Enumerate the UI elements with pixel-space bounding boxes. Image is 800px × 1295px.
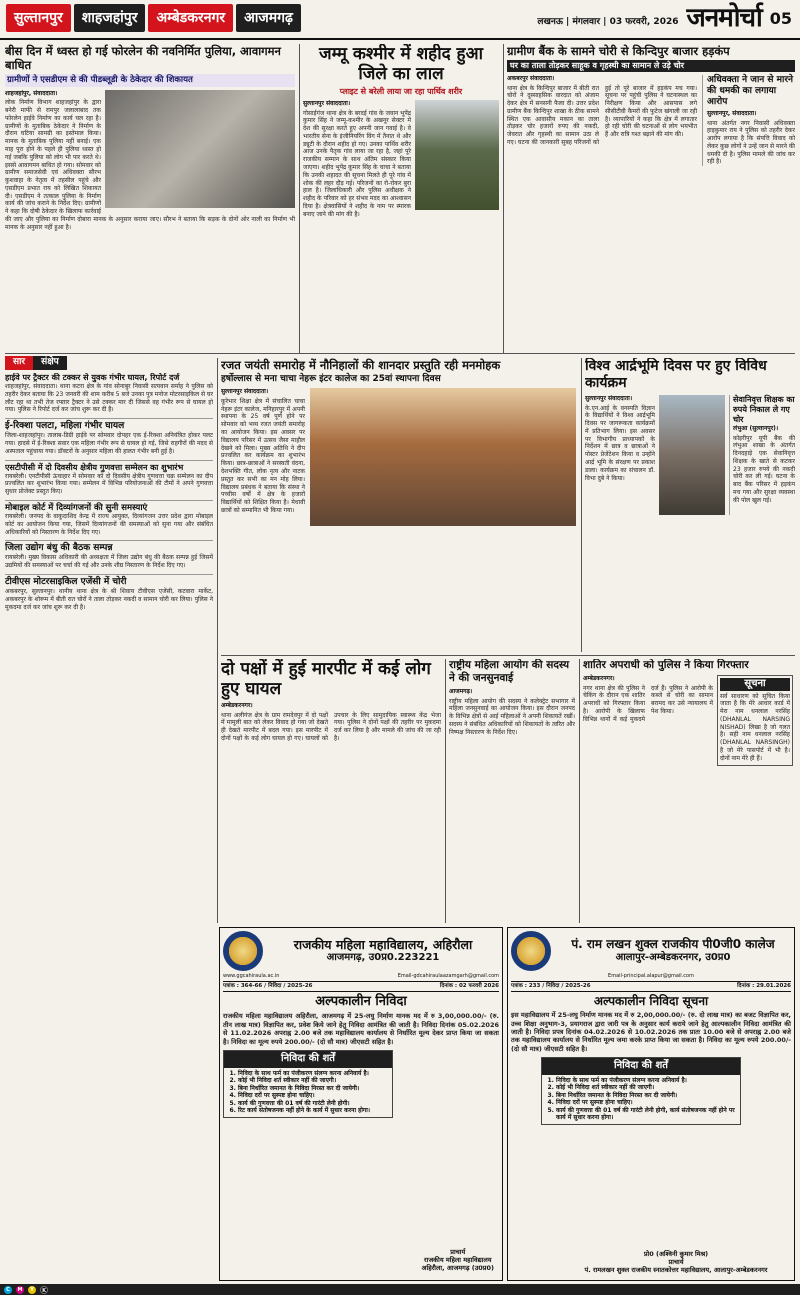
story-rajat-jayanti-photo	[310, 388, 576, 526]
story-shatir-apradhi-headline: शातिर अपराधी को पुलिस ने किया गिरफ्तार	[583, 659, 749, 671]
notice-ggc-ahiraula	[219, 927, 503, 1281]
sar-item	[5, 460, 213, 496]
city-tabs	[6, 4, 301, 32]
notice2-email[interactable]: Email-principal.alapur@gmail.com	[608, 973, 694, 979]
notice2-body: इस महाविद्यालय में 25-लघु निर्माण मानक मद में रु 2,00,000.00/- (रु. दो लाख मात्र) का बजट विज्ञापित कर, उच्च शिक्षा अनुभाग-3, प्रयागराज द्वारा जारी पत्र के अनुसार कार्य कराये जाने हेतु आल्पकालीन निविदा आमंत्रित की जाती है। निविदा प्रपत्र दिनांक 04.02.2026 से 10.02.2026 तक प्रातः 10.00 बजे से अपराह्न 2.00 बजे तक महाविद्यालय कार्यालय से निर्धारित मूल्य जमा करके प्राप्त किया जा सकता है। निविदा का मूल्य रुपये 200.00/- (दो सौ मात्र) जीएसटी सहित है।	[511, 1011, 791, 1053]
story-rajat-jayanti-dateline: सुल्तानपुर संवाददाता।	[221, 388, 269, 396]
sar-item	[5, 418, 213, 455]
notice2-sign-name: प्रो0 (अश्विनी कुमार मिश्र)	[643, 1249, 709, 1258]
sar-item	[5, 540, 213, 570]
sar-label: सार	[5, 356, 33, 370]
notice1-condition: 1. निविदा के साथ फर्म का पंजीकरण संलग्न करना अनिवार्य है।	[238, 1070, 388, 1078]
story-shaheed-subhead: प्लाइट से बरेली लाया जा रहा पार्थिव शरीर	[339, 87, 463, 96]
sar-column	[5, 373, 213, 923]
notice1-condition: 2. कोई भी निविदा शर्त स्वीकार नहीं की जाएगी।	[238, 1077, 388, 1085]
cmyk-black-icon: K	[40, 1286, 48, 1294]
story-wetland-day-dateline: सुल्तानपुर संवाददाता।	[585, 395, 633, 402]
story-rajat-jayanti-subhead: हर्षोल्लास से मना चाचा नेहरू इंटर कालेज का 25वां स्थापना दिवस	[221, 374, 441, 384]
notice1-body: राजकीय महिला महाविद्यालय अहिरौला, आजमगढ़ में 25-लघु निर्माण मानक मद में रु 3,00,000.00/- (रु. तीन लाख मात्र) विज्ञापित कर, प्रवेश किये जाने हेतु निविदा आमंत्रित की जाती है। निविदा दिनांक 05.02.2026 से 11.02.2026 अपराह्न 2.00 बजे तक महाविद्यालय कार्यालय से निर्धारित मूल्य देकर प्राप्त किया जा सकता है। निविदा का मूल्य रुपये 200.00/- (दो सौ मात्र) जीएसटी सहित है।	[223, 1012, 499, 1046]
story-shaheed-body: गोसाईगंज थाना क्षेत्र के बरदई गांव के जवान भूपेंद्र कुमार सिंह ने जम्मू-कश्मीर के अखनूर सेक्टर में देश की सुरक्षा करते हुए अपनी जान गवाई है। वे भारतीय सेना के इंजीनियरिंग विंग में तैनात थे और ड्यूटी के दौरान शहीद हो गए। उनका पार्थिव शरीर आज उनके पैतृक गांव लाया जा रहा है, जहां पूरे राजकीय सम्मान के साथ अंतिम संस्कार किया जाएगा। शहीद भूपेंद्र कुमार सिंह के चाचा ने बताया कि उनकी शहादत की सूचना मिलते ही पूरे गांव में शोक की लहर दौड़ गई। परिजनों का रो-रोकर बुरा हाल है। जिलाधिकारी और पुलिस अधीक्षक ने शहीद के परिवार को हर संभव मदद का आश्वासन दिया है। क्षेत्रवासियों ने शहीद के नाम पर स्मारक बनाए जाने की मांग की है।	[303, 109, 411, 218]
notice1-web[interactable]: www.ggcahiraula.ac.in	[223, 973, 280, 979]
notice1-condition: 4. निविदा दरों पर सुस्पष्ट होना चाहिए।	[238, 1092, 388, 1100]
story-retired-teacher-body: कोइरीपुर यूपी बैंक की लंभुआ शाखा के अंतर्गत दिनदहाड़े एक सेवानिवृत्त शिक्षक के खाते से कटकर 23 हजार रुपये की नकदी चोरी कर ली गई। घटना के बाद बैंक परिसर में हड़कंप मच गया और सुरक्षा व्यवस्था की पोल खुल गई।	[733, 434, 795, 504]
story-shaheed-headline: जम्मू कश्मीर में शहीद हुआ जिले का लाल	[319, 44, 483, 84]
notice2-condition: 1. निविदा के साथ फर्म का पंजीकरण संलग्न करना अनिवार्य है।	[556, 1077, 736, 1085]
story-shaheed-dateline: सुल्तानपुर संवाददाता।	[303, 100, 351, 107]
story-rajat-jayanti-body: कूरेभार शिक्षा क्षेत्र में संचालित चाचा नेहरू इंटर कालेज, मनिहारपुर में अपनी स्थापना के 25 वर्ष पूर्ण होने पर सोमवार को भव्य रजत जयंती समारोह का आयोजन किया। इस अवसर पर विद्यालय परिसर में उत्सव जैसा माहौल देखने को मिला। मुख्य अतिथि ने दीप प्रज्वलित कर कार्यक्रम का शुभारंभ किया। छात्र-छात्राओं ने सरस्वती वंदना, देशभक्ति गीत, लोक नृत्य और नाटक प्रस्तुत कर सभी का मन मोह लिया। विद्यालय प्रबंधक ने बताया कि संस्था ने पच्चीस वर्षों में क्षेत्र के हजारों विद्यार्थियों को शिक्षित किया है। मेधावी छात्रों को सम्मानित भी किया गया।	[221, 397, 305, 514]
suchna-box	[717, 675, 793, 766]
story-maarpeet-headline: दो पक्षों में हुई मारपीट में कई लोग हुए घायल	[221, 659, 431, 699]
story-rajat-jayanti-headline: रजत जयंती समारोह में नौनिहालों की शानदार प्रस्तुति रही मनमोहक	[221, 358, 501, 372]
notice2-cond-title: निविदा की शर्तें	[542, 1058, 740, 1075]
story-shatir-apradhi	[583, 659, 795, 923]
story-mahila-aayog	[449, 659, 575, 923]
sar-item-body: रायबरेली। एनटीपीसी ऊंचाहार में सोमवार को दो दिवसीय क्षेत्रीय गुणवत्ता चक्र सम्मेलन का दीप प्रज्वलित कर शुभारंभ किया गया। सम्मेलन में विभिन्न परियोजनाओं की टीमों ने अपने गुणवत्ता सुधार प्रोजेक्ट प्रस्तुत किए।	[5, 472, 213, 496]
sar-item-headline: हाईवे पर ट्रैक्टर की टक्कर से युवक गंभीर घायल, रिपोर्ट दर्ज	[5, 373, 180, 382]
story-pulia-dateline: शाहजहांपुर, संवाददाता।	[5, 89, 58, 97]
notice2-title: अल्पकालीन निविदा सूचना	[593, 994, 709, 1009]
cmyk-magenta-icon: M	[17, 1286, 23, 1293]
story-wetland-day-headline: विश्व आर्द्रभूमि दिवस पर हुए विविध कार्यक्रम	[585, 358, 767, 391]
story-bank-chori-body: थाना क्षेत्र के किन्दिपुर बाजार में बीती रात चोरों ने दुस्साहसिक वारदात को अंजाम देकर क्षेत्र में सनसनी फैला दी। उत्तर प्रदेश ग्रामीण बैंक किन्दिपुर शाखा के ठीक सामने स्थित एक आवासीय मकान का ताला तोड़कर चोर हजारों रुपए की नकदी, जेवरात और गृहस्थी का सामान उठा ले गए। घटना की जानकारी सुबह परिजनों को हुई तो पूरे बाजार में हड़कंप मच गया। सूचना पर पहुंची पुलिस ने घटनास्थल का निरीक्षण किया और आसपास लगे सीसीटीवी कैमरों की फुटेज खंगाली जा रही है। व्यापारियों ने कहा कि क्षेत्र में लगातार हो रही चोरी की घटनाओं से लोग भयभीत हैं और रात्रि गश्त बढ़ाने की मांग की।	[507, 84, 697, 147]
notice1-title: अल्पकालीन निविदा	[315, 994, 407, 1010]
date-line: लखनऊ | मंगलवार | 03 फरवरी, 2026	[537, 16, 679, 27]
notice2-sign-place: पं. रामलखन शुक्ल राजकीय स्नातकोत्तर महाविद्यालय, आलापुर-अम्बेडकरनगर	[584, 1265, 768, 1274]
city-tab-azamgarh[interactable]: आजमगढ़	[236, 4, 301, 32]
city-tab-shahjahanpur[interactable]: शाहजहांपुर	[74, 4, 146, 32]
sankshep-label: संक्षेप	[33, 356, 67, 370]
notice2-signature	[566, 1250, 786, 1274]
brand-logo: जनमोर्चा	[686, 3, 762, 33]
story-maarpeet-dateline: अम्बेडकरनगर।	[221, 702, 253, 709]
sar-item-headline: एसटीपीसी में दो दिवसीय क्षेत्रीय गुणवत्ता सम्मेलन का शुभारंभ	[5, 462, 184, 472]
suchna-body: सर्व साधारण को सूचित किया जाता है कि मेरे आधार कार्ड में मेरा नाम धनलाल नरसिंह (DHANLAL NARSING NISHAD) लिखा है जो गलत है। सही नाम धनलाल नरसिंह (DHANLAL NARSINGH) है जो मेरे पासपोर्ट में भी है। दोनों नाम मेरे ही हैं।	[720, 692, 790, 762]
story-wetland-day-photo	[659, 395, 725, 515]
suchna-title: सूचना	[720, 678, 790, 691]
cmyk-cyan-icon: C	[4, 1286, 12, 1294]
notice2-patrank: पत्रांक : 233 / निविदा / 2025-26	[511, 983, 591, 990]
notice2-dinank: दिनांक : 29.01.2026	[737, 983, 791, 990]
story-bank-chori-headline: ग्रामीण बैंक के सामने चोरी से किन्दिपुर बाजार हड़कंप	[507, 44, 730, 58]
notice1-college: राजकीय महिला महाविद्यालय, अहिरौला	[293, 937, 473, 953]
notice2-condition: 4. निविदा दरों पर सुस्पष्ट होना चाहिए।	[556, 1099, 736, 1107]
sar-item-body: अकबरपुर, सुल्तानपुर। थानीय थाना क्षेत्र के श्री शिवाय टीवीएस एजेंसी, कटवारा मार्केट, अकबरपुर के शोरूम में बीती रात चोरों ने ताला तोड़कर नकदी व सामान चोरी कर लिया। पुलिस ने मुकदमा दर्ज कर जांच शुरू कर दी है।	[5, 587, 213, 611]
sar-item-body: जिला-शाहजहांपुर। तालाब-डिग्री हाईवे पर सोमवार दोपहर एक ई-रिक्शा अनियंत्रित होकर पलट गया। हादसे में ई-रिक्शा सवार एक महिला गंभीर रूप से घायल हो गई, जिसे राहगीरों की मदद से अस्पताल पहुंचाया गया। डॉक्टरों के अनुसार महिला की हालत गंभीर बनी हुई है।	[5, 432, 213, 455]
sar-sankshep-header	[5, 356, 213, 370]
story-maarpeet	[221, 659, 441, 923]
story-shatir-apradhi-dateline: अम्बेडकरनगर।	[583, 675, 615, 682]
sar-item	[5, 373, 213, 414]
story-shaheed-photo	[415, 100, 499, 210]
brand-wrap	[537, 2, 792, 34]
page-number: 05	[769, 9, 792, 28]
story-pulia	[5, 44, 295, 354]
notice1-condition: 3. बिना निर्धारित जमानत के निविदा निरस्त कर दी जायेगी।	[238, 1085, 388, 1093]
notice1-signature	[422, 1248, 494, 1272]
story-bank-chori	[507, 44, 795, 354]
notice1-email[interactable]: Email-gdcahiraulaazamgarh@gmail.com	[397, 973, 499, 979]
sar-item-body: शाहजहांपुर, संवाददाता। थाना कटरा क्षेत्र के गांव सोनाबुर निवासी सत्यवान सर्माह ने पुलिस को तहरीर देकर बताया कि 23 जनवरी की शाम करीब 5 बजे उनका पुत्र मनोज मोटरसाइकिल से घर लौट रहा था तभी तेज रफ्तार ट्रैक्टर ने उसे टक्कर मार दी जिससे वह गंभीर रूप से घायल हो गया। पुलिस ने रिपोर्ट दर्ज कर जांच शुरू कर दी है।	[5, 383, 213, 414]
sar-item-body: रायबरेली। मुख्य विकास अधिकारी की अध्यक्षता में जिला उद्योग बंधु की बैठक सम्पन्न हुई जिसमें उद्यमियों की समस्याओं पर चर्चा की गई और उनके शीघ्र निस्तारण के निर्देश दिए गए।	[5, 554, 213, 570]
story-threat-dateline: सुल्तानपुर, संवाददाता।	[707, 110, 757, 117]
story-mahila-aayog-body: राष्ट्रीय महिला आयोग की सदस्य ने कलेक्ट्रेट सभागार में महिला जनसुनवाई का आयोजन किया। इस दौरान जनपद के विभिन्न क्षेत्रों से आई महिलाओं ने अपनी शिकायतें रखीं। सदस्य ने संबंधित अधिकारियों को शिकायतों के त्वरित और निष्पक्ष निस्तारण के निर्देश दिए।	[449, 697, 575, 736]
notice2-conditions	[541, 1057, 741, 1125]
notice1-dinank: दिनांक : 02 फरवरी 2026	[439, 983, 499, 990]
notice2-college: पं. राम लखन शुक्ल राजकीय पी0जी0 कालेज	[571, 937, 775, 952]
story-pulia-subhead: ग्रामीणों ने एसडीएम से की पीडब्लूडी के ठेकेदार की शिकायत	[5, 74, 295, 87]
story-pulia-body: लोक निर्माण विभाग शाहजहांपुर के द्वारा बनेरी माफी से रामपुर जलालाबाद तक फोरलेन हाईवे निर्माण का कार्य चल रहा है। ग्रामीणों के मुताबिक ठेकेदार ने निर्माण के दौरान घटिया सामग्री का इस्तेमाल किया। मानक के मुताबिक पुलिया नहीं बनाई। एक माह पूरा होने के पहले ही पुलिया ध्वस्त हो गई जबकि पुलिया को लोग भी पार करते थे। इससे आवागमन बाधित हो गया। सोमवार को ग्रामीण समाजसेवी एवं अधिवक्ता सौरभ कुशवाहा के नेतृत्व में तहसील पहुंचे और एसडीएम प्रभात राय को लिखित शिकायत दी। एसडीएम ने तत्काल पुलिया के निर्माण कार्य की जांच कराने के निर्देश दिए। ग्रामीणों ने कहा कि दोषी ठेकेदार के खिलाफ कार्रवाई की जाए और पुलिया का निर्माण दोबारा मानक के अनुसार कराया जाए। सौरभ ने बताया कि सड़क के दोनों ओर नाली का निर्माण भी मानक के अनुसार नहीं हुआ है।	[5, 99, 295, 231]
story-bank-chori-subhead: घर का ताला तोड़कर साहूक व गृहस्थी का सामान ले उड़े चोर	[507, 60, 795, 72]
sar-item-headline: मोबाइल कोर्ट में दिव्यांगजनों की सुनी समस्याएं	[5, 502, 148, 513]
sar-item-headline: टीवीएस मोटरसाइकिल एजेंसी में चोरी	[5, 576, 127, 587]
city-tab-sultanpur[interactable]: सुल्तानपुर	[6, 4, 71, 32]
notice2-condition: 5. कार्य की गुणवत्ता की 01 वर्ष की गारंटी लेनी होगी, कार्य संतोषजनक नहीं होने पर कार्य में सुधार करना होगा।	[556, 1107, 736, 1122]
story-shaheed	[303, 44, 499, 354]
notice1-condition: 5. कार्य की गुणवत्ता की 01 वर्ष की गारंटी लेनी होगी।	[238, 1100, 388, 1108]
story-rajat-jayanti	[221, 358, 577, 652]
notice2-condition: 3. बिना निर्धारित जमानत के निविदा निरस्त कर दी जायेगी।	[556, 1092, 736, 1100]
notice1-patrank: पत्रांक : 364-66 / निविदा / 2025-26	[223, 983, 313, 990]
story-pulia-photo	[105, 90, 295, 208]
footer-cmyk-strip	[0, 1284, 800, 1295]
notice1-sign-name: राजकीय महिला महाविद्यालय	[424, 1255, 492, 1264]
up-govt-seal-icon	[511, 931, 551, 971]
notice1-sign-title: प्राचार्य	[450, 1247, 466, 1256]
story-shatir-apradhi-body: नगर थाना क्षेत्र की पुलिस ने चेकिंग के दौरान एक शातिर अपराधी को गिरफ्तार किया है। आरोपी के खिलाफ विभिन्न थानों में कई मुकदमे दर्ज हैं। पुलिस ने आरोपी के कब्जे से चोरी का सामान बरामद कर उसे न्यायालय में पेश किया।	[583, 684, 713, 723]
sar-item-body: रायबरेली। जनपद के वाकुदाशिद केन्द्र में राज्य आयुक्त, दिव्यांगजन उत्तर प्रदेश द्वारा मोबाइल कोर्ट का आयोजन किया गया, जिसमें दिव्यांगजनों की समस्याओं को सुना गया और संबंधित अधिकारियों को निस्तारण के निर्देश दिए गए।	[5, 512, 213, 536]
notice2-sign-title: प्राचार्य	[668, 1257, 684, 1266]
story-retired-teacher-headline: सेवानिवृत्त शिक्षक का रुपये निकाल ले गए चोर	[733, 395, 795, 424]
story-mahila-aayog-dateline: आजमगढ़।	[449, 688, 473, 695]
story-threat-headline: अधिवक्ता ने जान से मारने की धमकी का लगाया आरोप	[707, 75, 794, 107]
notice2-condition: 2. कोई भी निविदा शर्त स्वीकार नहीं की जाएगी।	[556, 1084, 736, 1092]
city-tab-ambedkarnagar[interactable]: अम्बेडकरनगर	[148, 4, 233, 32]
story-threat-body: थाना अंतर्गत नगर निवासी अधिवक्ता हाइकुमार राय ने पुलिस को तहरीर देकर आरोप लगाया है कि संपत्ति विवाद को लेकर कुछ लोगों ने उन्हें जान से मारने की धमकी दी है। पुलिस मामले की जांच कर रही है।	[707, 119, 795, 166]
story-wetland-day	[585, 358, 795, 652]
sar-item	[5, 574, 213, 611]
sar-item	[5, 500, 213, 536]
story-pulia-headline: बीस दिन में ध्वस्त हो गई फोरलेन की नवनिर्मित पुलिया, आवागमन बाधित	[5, 44, 281, 72]
notice-pg-alapur	[507, 927, 795, 1281]
up-govt-seal-icon	[223, 931, 263, 971]
notice1-conditions	[223, 1050, 393, 1118]
story-maarpeet-body: थाना अलीगंज क्षेत्र के ग्राम रामदेवपुर में दो पक्षों में मामूली बात को लेकर विवाद हो गया जो देखते ही देखते मारपीट में बदल गया। इस मारपीट में दोनों पक्षों के कई लोग घायल हो गए। घायलों को उपचार के लिए सामुदायिक स्वास्थ्य केंद्र भेजा गया। पुलिस ने दोनों पक्षों की तहरीर पर मुकदमा दर्ज कर लिया है और मामले की जांच की जा रही है।	[221, 711, 441, 742]
cmyk-yellow-icon: Y	[28, 1286, 36, 1294]
story-mahila-aayog-headline: राष्ट्रीय महिला आयोग की सदस्य ने की जनसुनवाई	[449, 659, 570, 684]
story-retired-teacher-dateline: लंभुआ (सुल्तानपुर)।	[733, 425, 779, 432]
sar-item-headline: ई-रिक्शा पलटा, महिला गंभीर घायल	[5, 421, 125, 432]
notice1-sign-place: अहिरौला, आजमगढ़ (उ0प्र0)	[421, 1263, 494, 1272]
story-wetland-day-body: के.एन.आई के वनस्पति विज्ञान के विद्यार्थियों ने विश्व आर्द्रभूमि दिवस पर जागरूकता कार्यक्रमों में प्रतिभाग लिया। इस अवसर पर विभागीय प्राध्यापकों के निर्देशन में छात्र व छात्राओं ने पोस्टर प्रेजेंटेशन किया व उन्होंने आर्द्र भूमि के संरक्षण पर प्रकाश डाला। कार्यक्रम का संचालन डॉ. विभा दुबे ने किया।	[585, 404, 655, 482]
masthead	[0, 0, 800, 40]
notice1-address: आजमगढ़, उ0प्र0.223221	[326, 952, 440, 964]
notice1-cond-title: निविदा की शर्तें	[224, 1051, 392, 1068]
story-bank-chori-dateline: अकबरपुर संवाददाता।	[507, 75, 555, 82]
sar-item-headline: जिला उद्योग बंधु की बैठक सम्पन्न	[5, 543, 113, 554]
notice1-condition: 6. रिट कार्य संतोषजनक नहीं होने के कार्य में सुधार करना होगा।	[238, 1107, 388, 1115]
notice2-address: आलापुर-अम्बेडकरनगर, उ0प्र0	[615, 952, 731, 964]
